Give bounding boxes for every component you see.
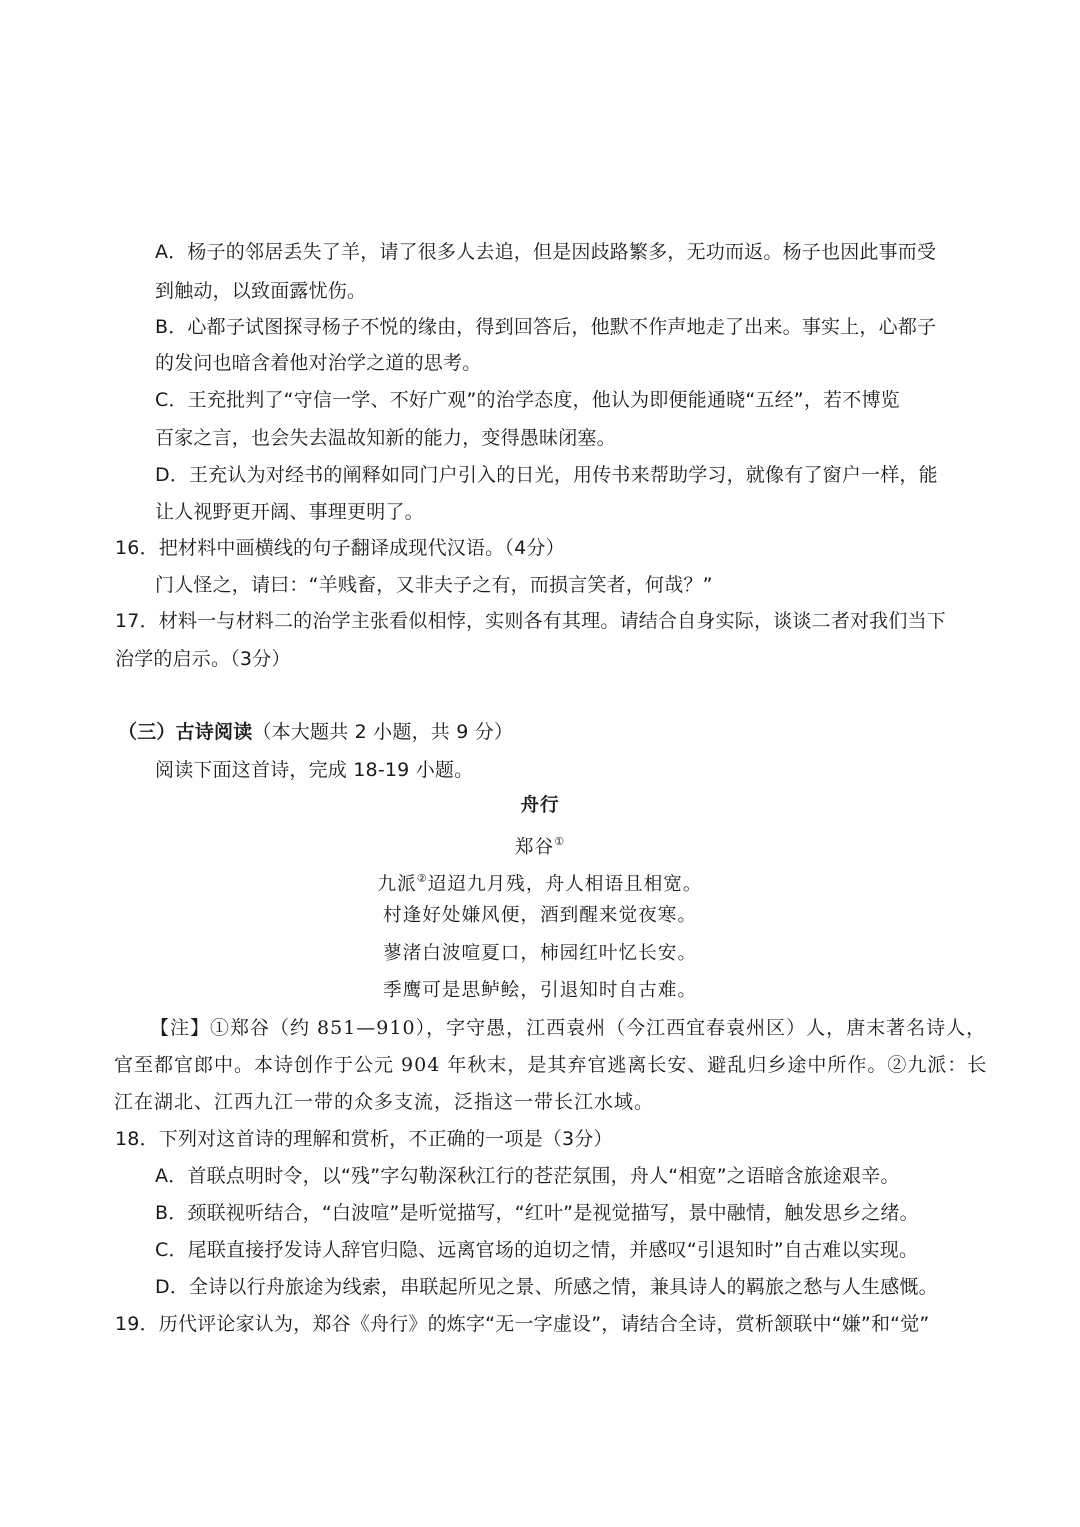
- q15-option-b-line2: 的发问也暗含着他对治学之道的思考。: [155, 352, 482, 374]
- poem-title: 舟行: [520, 794, 560, 816]
- q15-option-a-line1: A．杨子的邻居丢失了羊，请了很多人去追，但是因歧路繁多，无功而返。杨子也因此事而受: [155, 241, 937, 263]
- poem-line-1-start: 九派: [377, 874, 417, 895]
- poem-line-4: 季鹰可是思鲈鲙，引退知时自古难。: [382, 980, 697, 1001]
- note-line3: 江在湖北、江西九江一带的众多支流，泛指这一带长江水域。: [114, 1091, 655, 1113]
- poem-line-1-rest: 迢迢九月残，舟人相语且相宽。: [427, 874, 703, 895]
- poem-line-1-note-mark: ②: [416, 872, 428, 885]
- q18-option-b: B．颈联视听结合，“白波喧”是听觉描写，“红叶”是视觉描写，景中融情，触发思乡之绪。: [155, 1202, 919, 1224]
- q17-line1: 17．材料一与材料二的治学主张看似相悖，实则各有其理。请结合自身实际，谈谈二者对我们当下: [115, 610, 946, 632]
- poem-author-name: 郑谷: [514, 837, 555, 858]
- poem-line-2: 村逢好处嫌风便，酒到醒来觉夜寒。: [382, 905, 697, 926]
- q16-quote: 门人怪之，请曰：“羊贱畜，又非夫子之有，而损言笑者，何哉？”: [155, 574, 713, 596]
- q19-line1: 19．历代评论家认为，郑谷《舟行》的炼字“无一字虚设”，请结合全诗，赏析颔联中“嫌”和“觉”: [115, 1313, 930, 1335]
- q18-option-a: A．首联点明时令，以“残”字勾勒深秋江行的苍茫氛围，舟人“相宽”之语暗含旅途艰辛。: [155, 1165, 900, 1187]
- poem-line-3: 蓼渚白波喧夏口，柿园红叶忆长安。: [382, 943, 697, 964]
- section3-heading-rest: （本大题共 2 小题，共 9 分）: [252, 721, 514, 743]
- note-line2: 官至都官郎中。本诗创作于公元 904 年秋末，是其弃官逃离长安、避乱归乡途中所作。②九派：长: [114, 1054, 988, 1076]
- section3-intro: 阅读下面这首诗，完成 18-19 小题。: [155, 759, 474, 781]
- q15-option-d-line2: 让人视野更开阔、事理更明了。: [155, 501, 424, 523]
- poem-line-1: [0, 866, 1080, 898]
- section3-heading: [118, 719, 513, 745]
- note-line1: 【注】①郑谷（约 851—910），字守愚，江西袁州（今江西宜春袁州区）人，唐末著名诗人，: [150, 1017, 987, 1039]
- q16-stem: 16．把材料中画横线的句子翻译成现代汉语。（4分）: [115, 537, 565, 559]
- q18-stem: 18．下列对这首诗的理解和赏析，不正确的一项是（3分）: [115, 1128, 613, 1150]
- q18-option-d: D．全诗以行舟旅途为线索，串联起所见之景、所感之情，兼具诗人的羁旅之愁与人生感慨。: [155, 1276, 938, 1298]
- poem-author: [0, 829, 1080, 861]
- q15-option-d-line1: D．王充认为对经书的阐释如同门户引入的日光，用传书来帮助学习，就像有了窗户一样，能: [155, 464, 938, 486]
- q18-option-c: C．尾联直接抒发诗人辞官归隐、远离官场的迫切之情，并感叹“引退知时”自古难以实现。: [155, 1239, 919, 1261]
- q17-line2: 治学的启示。（3分）: [115, 648, 291, 670]
- poem-author-note-mark: ①: [554, 835, 566, 848]
- q15-option-a-line2: 到触动，以致面露忧伤。: [155, 280, 367, 302]
- q15-option-b-line1: B．心都子试图探寻杨子不悦的缘由，得到回答后，他默不作声地走了出来。事实上，心都子: [155, 316, 937, 338]
- section3-heading-bold: （三）古诗阅读: [118, 721, 253, 743]
- q15-option-c-line2: 百家之言，也会失去温故知新的能力，变得愚昧闭塞。: [155, 427, 616, 449]
- q15-option-c-line1: C．王充批判了“守信一学、不好广观”的治学态度，他认为即便能通晓“五经”，若不博览: [155, 389, 900, 411]
